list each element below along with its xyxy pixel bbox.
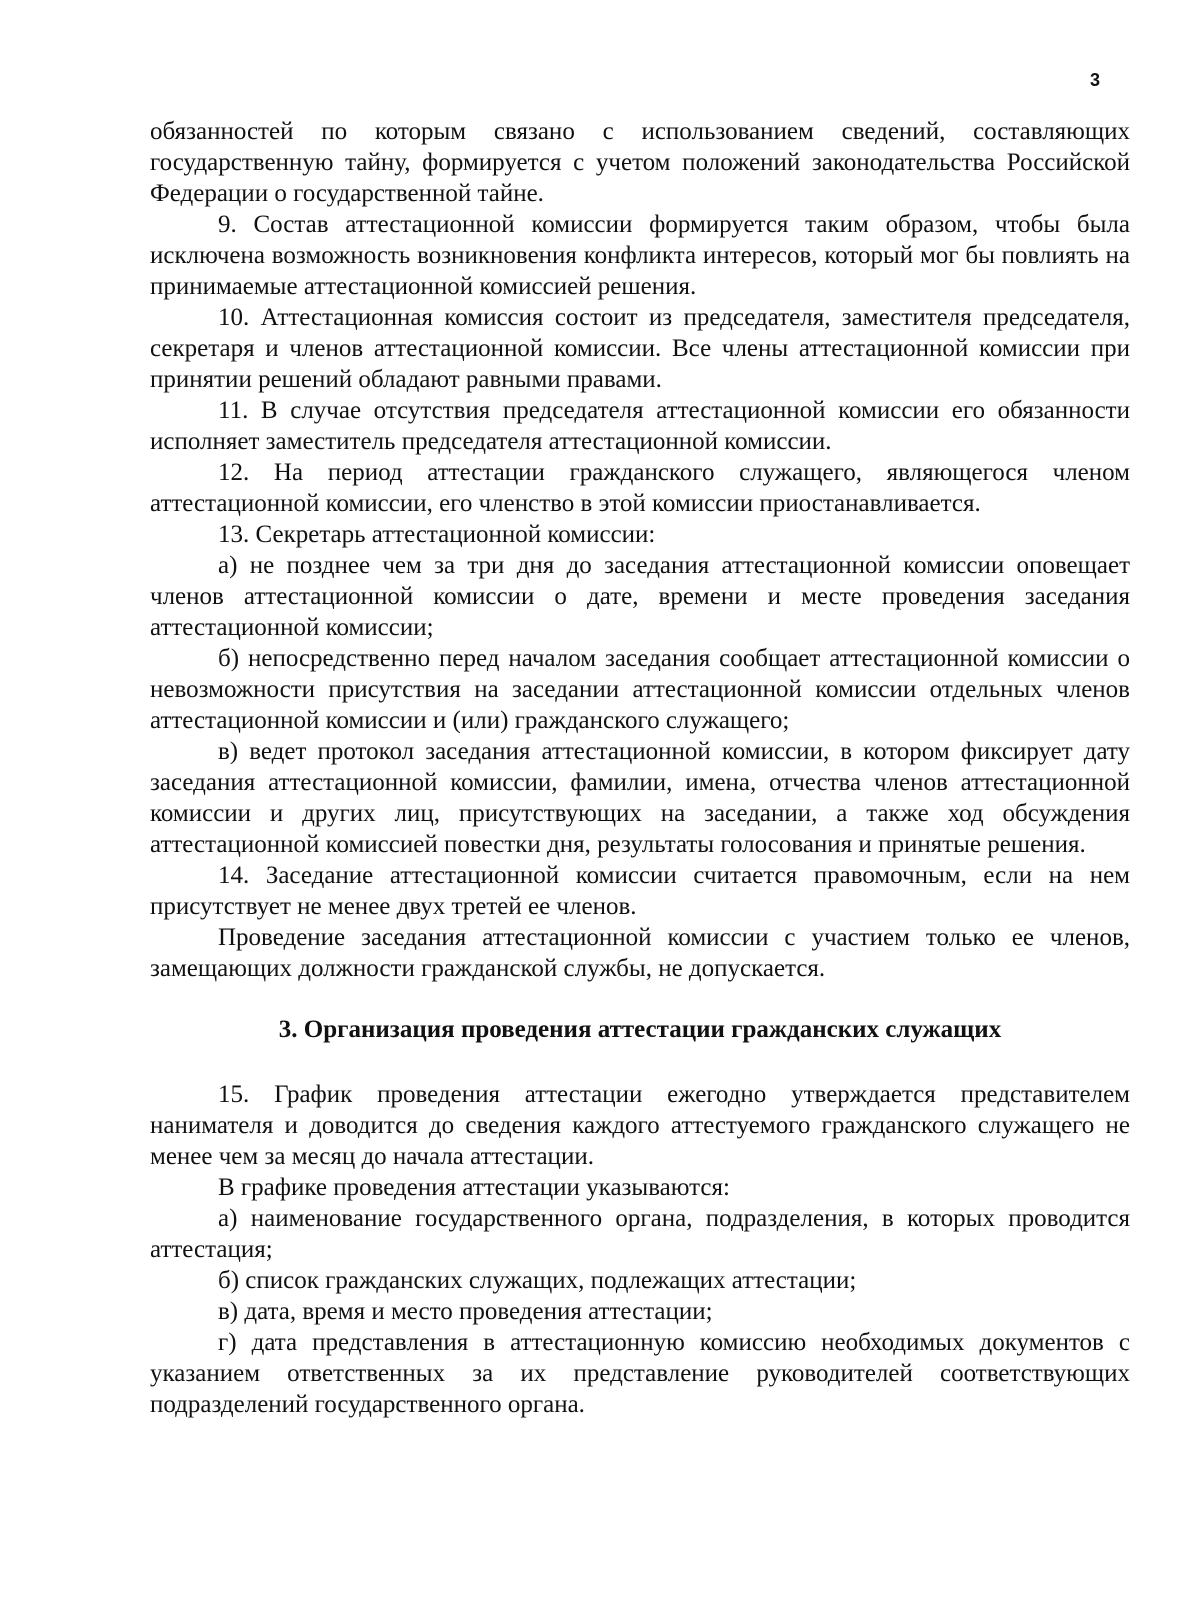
paragraphs-after: [150, 1079, 1130, 1420]
paragraph: г) дата представления в аттестационную комиссию необходимых документов с указанием ответственных за их представление руководителей соответствующих подразделений государственного органа.: [150, 1329, 1130, 1418]
document-body: [150, 116, 1130, 1420]
paragraphs-before: [150, 116, 1130, 984]
paragraph: в) ведет протокол заседания аттестационной комиссии, в котором фиксирует дату заседания аттестационной комиссии, фамилии, имена, отчества членов аттестационной комиссии и других лиц, присутствующих на заседании, а также ход обсуждения аттестационной комиссией повестки дня, результаты голосования и принятые решения.: [150, 738, 1130, 858]
paragraph: а) наименование государственного органа, подразделения, в которых проводится аттестация;: [150, 1205, 1130, 1263]
paragraph: 10. Аттестационная комиссия состоит из председателя, заместителя председателя, секретаря и членов аттестационной комиссии. Все члены аттестационной комиссии при принятии решений обладают равными правами.: [150, 304, 1130, 393]
page-number: 3: [1089, 70, 1100, 90]
paragraph: б) список гражданских служащих, подлежащих аттестации;: [218, 1267, 857, 1294]
paragraph: а) не позднее чем за три дня до заседания аттестационной комиссии оповещает членов аттестационной комиссии о дате, времени и месте проведения заседания аттестационной комиссии;: [150, 552, 1130, 641]
paragraph: В графике проведения аттестации указываются:: [218, 1174, 730, 1201]
paragraph: 14. Заседание аттестационной комиссии считается правомочным, если на нем присутствует не менее двух третей ее членов.: [150, 862, 1130, 920]
paragraph: в) дата, время и место проведения аттестации;: [218, 1298, 713, 1325]
section-heading: 3. Организация проведения аттестации гражданских служащих: [278, 1016, 1002, 1043]
paragraph: Проведение заседания аттестационной комиссии с участием только ее членов, замещающих должности гражданской службы, не допускается.: [150, 924, 1130, 982]
paragraph: обязанностей по которым связано с использованием сведений, составляющих государственную тайну, формируется с учетом положений законодательства Российской Федерации о государственной тайне.: [150, 118, 1130, 207]
paragraph: 9. Состав аттестационной комиссии формируется таким образом, чтобы была исключена возможность возникновения конфликта интересов, который мог бы повлиять на принимаемые аттестационной комиссией решения.: [150, 211, 1130, 300]
paragraph: 15. График проведения аттестации ежегодно утверждается представителем нанимателя и доводится до сведения каждого аттестуемого гражданского служащего не менее чем за месяц до начала аттестации.: [150, 1081, 1130, 1170]
paragraph: 11. В случае отсутствия председателя аттестационной комиссии его обязанности исполняет заместитель председателя аттестационной комиссии.: [150, 397, 1130, 455]
paragraph: 12. На период аттестации гражданского служащего, являющегося членом аттестационной комиссии, его членство в этой комиссии приостанавливается.: [150, 459, 1130, 517]
paragraph: 13. Секретарь аттестационной комиссии:: [218, 521, 656, 548]
paragraph: б) непосредственно перед началом заседания сообщает аттестационной комиссии о невозможности присутствия на заседании аттестационной комиссии отдельных членов аттестационной комиссии и (или) гражданского служащего;: [150, 645, 1130, 734]
